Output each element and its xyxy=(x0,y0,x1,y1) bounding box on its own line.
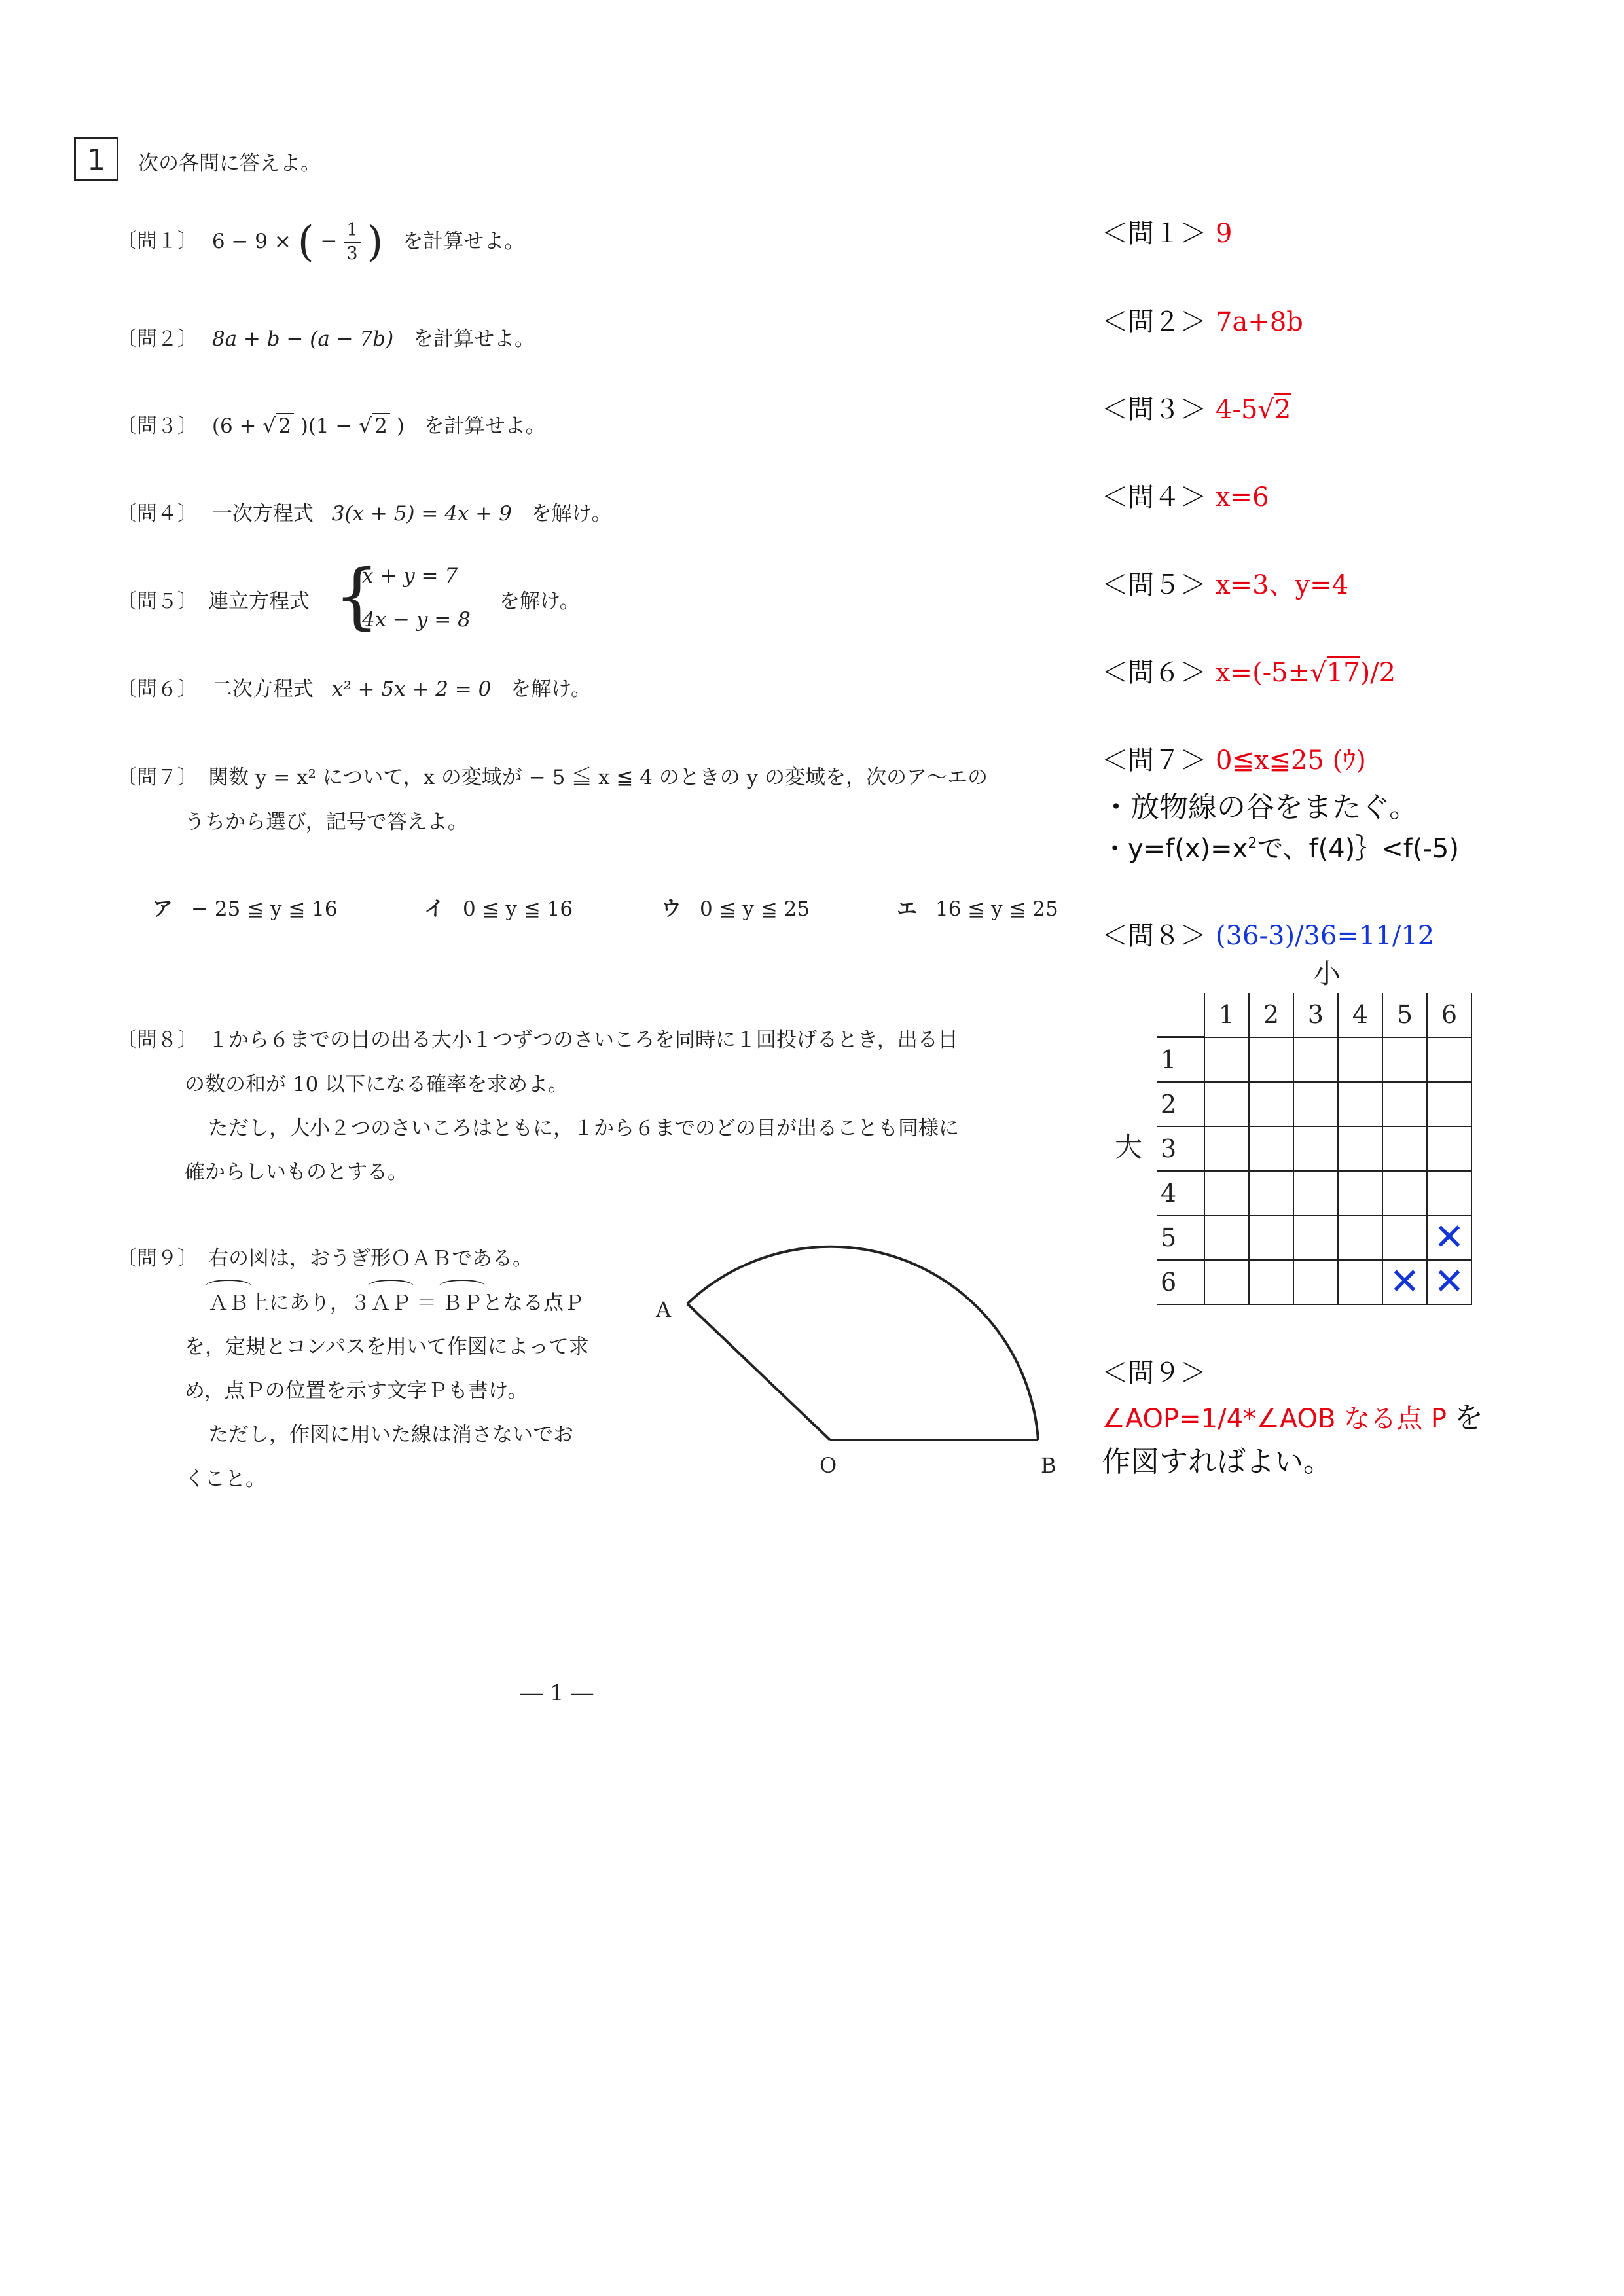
dice-row-header: 4 xyxy=(1157,1171,1204,1215)
page-number: ― 1 ― xyxy=(520,1680,594,1706)
sector-oab-figure xyxy=(648,1230,1080,1486)
dice-cell xyxy=(1204,1171,1249,1215)
a6-value-post: )/2 xyxy=(1360,658,1396,688)
q6-tail: を解け。 xyxy=(511,677,591,701)
q9-eq: ＝ xyxy=(416,1291,437,1315)
question-6 xyxy=(117,672,591,702)
q9-line1: 右の図は，おうぎ形ＯＡＢである。 xyxy=(208,1247,533,1270)
a2-value: 7a+8b xyxy=(1216,307,1303,337)
q7-choice-e-text: 16 ≦ y ≦ 25 xyxy=(935,897,1058,921)
a7-note2-post: で、f(4)｝<f(-5) xyxy=(1257,834,1459,864)
q1-minus: − xyxy=(320,229,338,253)
dice-cell xyxy=(1249,1260,1293,1304)
dice-row xyxy=(1157,1126,1471,1171)
q8-line2: の数の和が 10 以下になる確率を求めよ。 xyxy=(185,1073,569,1096)
a1-label: ＜問１＞ xyxy=(1102,219,1206,249)
q7-choice-u xyxy=(661,892,810,922)
q6-kind: 二次方程式 xyxy=(211,677,314,701)
q1-tail: を計算せよ。 xyxy=(403,229,525,253)
q1-paren-right: ) xyxy=(367,218,384,266)
x-mark-icon: ✕ xyxy=(1434,1216,1465,1259)
a4-value: x=6 xyxy=(1216,482,1269,512)
a5-value: x=3、y=4 xyxy=(1216,570,1349,600)
dice-cell xyxy=(1293,1082,1338,1126)
answer-6 xyxy=(1102,652,1396,689)
q8-label: 〔問８〕 xyxy=(117,1028,198,1052)
dice-cell xyxy=(1338,1126,1382,1171)
dice-row-header: 1 xyxy=(1157,1037,1204,1083)
dice-col-header: 6 xyxy=(1427,993,1471,1037)
q7-choice-a-mark: ア xyxy=(153,897,173,921)
a8-value: (36-3)/36=11/12 xyxy=(1216,921,1435,951)
q3-radicand2: 2 xyxy=(372,413,390,438)
q3-label: 〔問３〕 xyxy=(117,414,198,438)
a3-value xyxy=(1216,395,1291,425)
answer-9-label: ＜問９＞ xyxy=(1102,1358,1206,1388)
dice-cell xyxy=(1204,1037,1249,1083)
dice-row xyxy=(1157,1215,1471,1260)
q9-line2-tail: となる点Ｐ xyxy=(482,1291,584,1315)
dice-small-label: 小 xyxy=(1313,958,1341,990)
dice-cell xyxy=(1293,1126,1338,1171)
a1-value: 9 xyxy=(1216,219,1233,249)
q7-choice-i-mark: イ xyxy=(424,897,444,921)
a3-label: ＜問３＞ xyxy=(1102,395,1206,425)
dice-cell xyxy=(1427,1171,1471,1215)
q1-expr-lead: 6 − 9 × xyxy=(211,229,291,253)
q7-choice-a-text: − 25 ≦ y ≦ 16 xyxy=(191,897,338,921)
a6-label: ＜問６＞ xyxy=(1102,658,1206,688)
dice-col-header: 1 xyxy=(1204,993,1249,1037)
q1-den: 3 xyxy=(346,243,358,264)
dice-col-header: 3 xyxy=(1293,993,1338,1037)
a2-label: ＜問２＞ xyxy=(1102,307,1206,337)
q3-part1: (6 + xyxy=(211,414,257,438)
answer-4 xyxy=(1102,476,1269,514)
q7-choice-e xyxy=(897,892,1058,922)
dice-row-header: 6 xyxy=(1157,1260,1204,1304)
a3-root-sign: √ xyxy=(1257,395,1274,425)
q4-tail: を解け。 xyxy=(531,502,612,526)
q5-eq1: x + y = 7 xyxy=(362,564,458,588)
dice-cell xyxy=(1382,1171,1427,1215)
a8-label: ＜問８＞ xyxy=(1102,921,1206,951)
q8-line3: ただし，大小２つのさいころはともに，１から６までのどの目が出ることも同様に xyxy=(208,1117,959,1140)
q3-radicand1: 2 xyxy=(276,413,294,438)
a4-label: ＜問４＞ xyxy=(1102,482,1206,512)
q5-label: 〔問５〕 xyxy=(117,590,198,613)
dice-cell xyxy=(1382,1037,1427,1083)
dice-row xyxy=(1157,1171,1471,1215)
a9-line1-red: ∠AOP=1/4*∠AOB なる点 P xyxy=(1102,1404,1447,1434)
q2-expr: 8a + b − (a − 7b) xyxy=(211,327,394,351)
q4-kind: 一次方程式 xyxy=(211,502,314,526)
q9-line4: め，点Ｐの位置を示す文字Ｐも書け。 xyxy=(185,1379,528,1403)
q1-paren-left: ( xyxy=(297,218,314,266)
q7-line1: 関数 y = x² について，x の変域が − 5 ≦ x ≦ 4 のときの y の変域を，次のア〜エの xyxy=(208,766,988,789)
section-number-box: 1 xyxy=(74,137,118,181)
q9-arc-ab: ＡＢ xyxy=(208,1286,249,1316)
q2-label: 〔問２〕 xyxy=(117,327,198,351)
q9-line2-mid: 上にあり，３ xyxy=(249,1291,370,1315)
dice-cell xyxy=(1382,1215,1427,1260)
instruction-text: 次の各問に答えよ。 xyxy=(138,152,321,175)
dice-cell xyxy=(1249,1171,1293,1215)
dice-cell xyxy=(1204,1126,1249,1171)
dice-cell xyxy=(1293,1215,1338,1260)
point-b-label: B xyxy=(1041,1453,1056,1478)
dice-cell xyxy=(1382,1082,1427,1126)
answer-7 xyxy=(1102,740,1366,777)
q7-line2: うちから選び，記号で答えよ。 xyxy=(185,810,468,834)
q9-line6: くこと。 xyxy=(185,1467,266,1491)
dice-cell xyxy=(1249,1126,1293,1171)
a7-note2-pre: ・y=f(x)=x xyxy=(1102,834,1248,864)
q9-line2 xyxy=(208,1286,584,1316)
answer-3 xyxy=(1102,389,1291,426)
a6-root-sign: √ xyxy=(1310,658,1327,688)
dice-row xyxy=(1157,1260,1471,1304)
q5-kind: 連立方程式 xyxy=(208,590,310,613)
q1-num: 1 xyxy=(344,219,360,243)
question-2 xyxy=(117,322,535,351)
dice-cell xyxy=(1249,1037,1293,1083)
dice-cell xyxy=(1338,1037,1382,1083)
sector-arc xyxy=(687,1247,1038,1440)
sector-radius-oa xyxy=(687,1304,830,1440)
q7-choice-u-text: 0 ≦ y ≦ 25 xyxy=(700,897,810,921)
a7-value: 0≦x≦25 (ｳ) xyxy=(1216,745,1366,776)
answer-8 xyxy=(1102,915,1434,952)
dice-header-row xyxy=(1157,993,1471,1037)
dice-cell xyxy=(1249,1215,1293,1260)
q5-brace: { xyxy=(334,554,380,637)
a7-note1: ・放物線の谷をまたぐ。 xyxy=(1102,791,1418,824)
answer-2 xyxy=(1102,301,1303,338)
q7-choice-a xyxy=(153,892,338,922)
dice-row-header: 2 xyxy=(1157,1082,1204,1126)
a7-label: ＜問７＞ xyxy=(1102,745,1206,776)
dice-cell xyxy=(1204,1215,1249,1260)
dice-cell xyxy=(1427,1082,1471,1126)
answer-9-line2: 作図すればよい。 xyxy=(1102,1445,1332,1479)
q9-arc-ap: ＡＰ xyxy=(370,1286,411,1316)
q2-tail: を計算せよ。 xyxy=(413,327,535,351)
q7-choice-i xyxy=(424,892,573,922)
dice-row-header: 5 xyxy=(1157,1215,1204,1260)
q3-part2: )(1 − xyxy=(300,414,353,438)
q3-root1: √ 2 xyxy=(262,414,294,438)
a6-value-pre: x=(-5± xyxy=(1216,658,1310,688)
x-mark-icon: ✕ xyxy=(1389,1261,1420,1303)
point-a-label: A xyxy=(656,1297,672,1322)
dice-cell xyxy=(1338,1260,1382,1304)
dice-cell xyxy=(1427,1037,1471,1083)
q9-line3: を，定規とコンパスを用いて作図によって求 xyxy=(185,1335,589,1359)
dice-row xyxy=(1157,1082,1471,1126)
q7-label: 〔問７〕 xyxy=(117,766,198,789)
a6-value xyxy=(1216,658,1396,688)
q3-root2: √ 2 xyxy=(359,414,390,438)
dice-cell xyxy=(1293,1260,1338,1304)
q1-fraction xyxy=(344,219,360,265)
dice-cell-excluded xyxy=(1427,1260,1471,1304)
dice-col-header: 4 xyxy=(1338,993,1382,1037)
a7-note2 xyxy=(1102,828,1459,865)
q7-choice-i-text: 0 ≦ y ≦ 16 xyxy=(463,897,573,921)
q5-tail: を解け。 xyxy=(499,590,580,613)
answer-1 xyxy=(1102,213,1232,250)
dice-cell-excluded xyxy=(1382,1260,1427,1304)
dice-corner-cell xyxy=(1157,993,1204,1037)
dice-cell xyxy=(1204,1260,1249,1304)
dice-cell xyxy=(1338,1215,1382,1260)
q8-line4: 確からしいものとする。 xyxy=(185,1160,408,1184)
dice-col-header: 5 xyxy=(1382,993,1427,1037)
question-4 xyxy=(117,497,611,526)
q4-label: 〔問４〕 xyxy=(117,502,198,526)
dice-cell xyxy=(1204,1082,1249,1126)
a9-line1-black: を xyxy=(1454,1401,1484,1435)
q5-eq2: 4x − y = 8 xyxy=(362,608,471,632)
q3-tail: を計算せよ。 xyxy=(424,414,546,438)
answer-9-line1 xyxy=(1102,1394,1483,1436)
q6-label: 〔問６〕 xyxy=(117,677,198,701)
dice-cell xyxy=(1249,1082,1293,1126)
q9-arc-bp: ＢＰ xyxy=(442,1286,482,1316)
answer-5 xyxy=(1102,564,1348,601)
dice-cell-excluded xyxy=(1427,1215,1471,1260)
q9-label: 〔問９〕 xyxy=(117,1247,198,1270)
q4-expr: 3(x + 5) = 4x + 9 xyxy=(331,502,512,526)
dice-cell xyxy=(1427,1126,1471,1171)
dice-cell xyxy=(1293,1171,1338,1215)
dice-cell xyxy=(1382,1126,1427,1171)
a3-value-pre: 4-5 xyxy=(1216,395,1258,425)
a7-note2-sup: 2 xyxy=(1248,835,1257,852)
dice-col-header: 2 xyxy=(1249,993,1293,1037)
q9-line5: ただし，作図に用いた線は消さないでお xyxy=(208,1423,573,1446)
dice-cell xyxy=(1293,1037,1338,1083)
x-mark-icon: ✕ xyxy=(1434,1261,1465,1303)
dice-row-header: 3 xyxy=(1157,1126,1204,1171)
question-3 xyxy=(117,409,546,439)
dice-cell xyxy=(1338,1171,1382,1215)
dice-sum-table xyxy=(1157,993,1472,1305)
dice-cell xyxy=(1338,1082,1382,1126)
a6-value-root: 17 xyxy=(1326,658,1360,688)
q3-part3: ) xyxy=(396,414,405,438)
q7-choice-e-mark: エ xyxy=(897,897,917,921)
dice-row xyxy=(1157,1037,1471,1083)
q7-choice-u-mark: ウ xyxy=(661,897,681,921)
point-o-label: O xyxy=(820,1453,837,1478)
q8-line1: １から６までの目の出る大小１つずつのさいころを同時に１回投げるとき，出る目 xyxy=(208,1028,958,1052)
a3-value-root: 2 xyxy=(1274,395,1291,425)
q6-expr: x² + 5x + 2 = 0 xyxy=(331,677,492,701)
q1-label: 〔問１〕 xyxy=(117,229,198,253)
dice-large-label: 大 xyxy=(1115,1131,1143,1163)
a5-label: ＜問５＞ xyxy=(1102,570,1206,600)
question-1 xyxy=(117,218,524,266)
